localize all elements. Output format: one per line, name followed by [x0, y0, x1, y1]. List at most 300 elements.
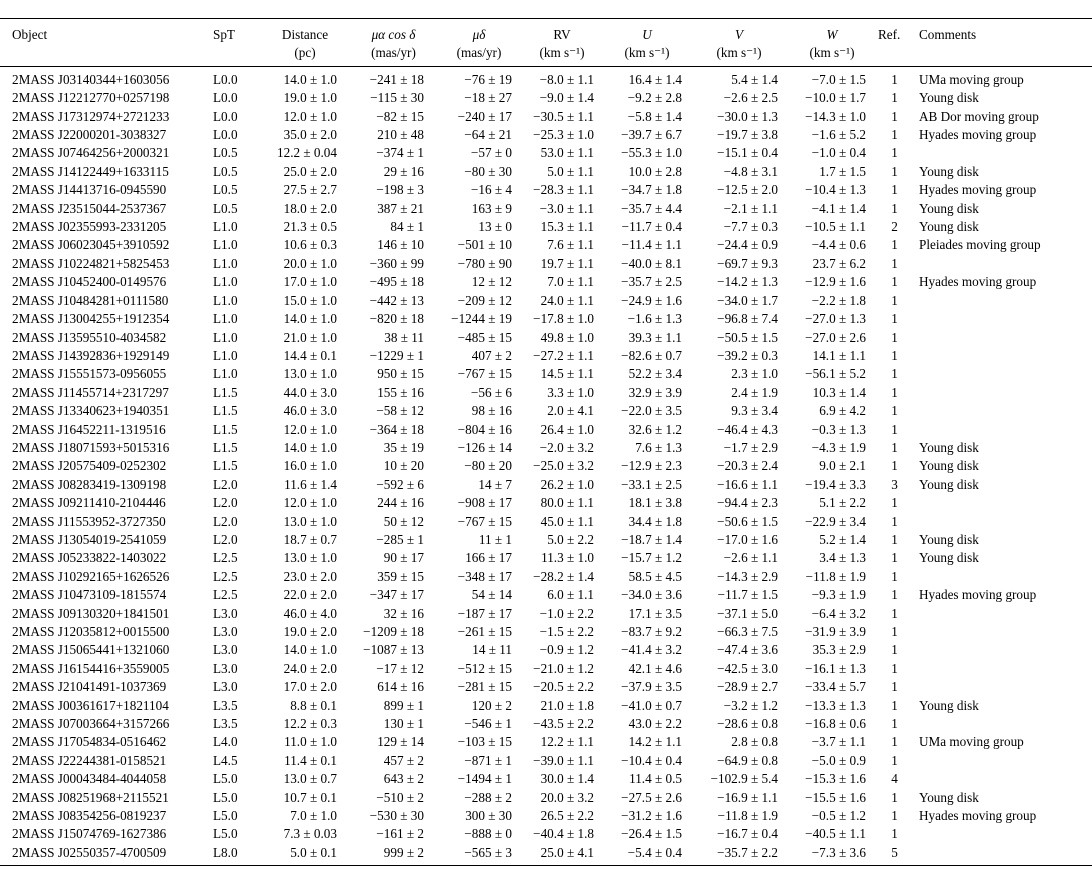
spt-cell: L5.0	[213, 789, 238, 805]
mu-alpha-cell: −82 ± 15	[376, 108, 424, 124]
table-row	[0, 513, 1092, 531]
object-cell: 2MASS J02550357-4700509	[0, 844, 213, 866]
unit-rv: (km s⁻¹)	[522, 44, 602, 66]
distance-cell: 23.0 ± 2.0	[283, 568, 337, 584]
u-cell: −5.8 ± 1.4	[627, 108, 682, 124]
object-cell: 2MASS J18071593+5015316	[12, 439, 170, 455]
w-cell: 5.1 ± 2.2	[819, 495, 866, 511]
mu-alpha-cell: −360 ± 99	[369, 255, 424, 271]
spt-cell: L3.5	[213, 697, 238, 713]
table-row	[0, 586, 1092, 604]
distance-cell: 35.0 ± 2.0	[283, 127, 337, 143]
u-cell: 11.4 ± 0.5	[629, 771, 682, 787]
table-row	[0, 807, 1092, 825]
table-row	[0, 476, 1092, 494]
ref-cell: 1	[891, 384, 898, 400]
u-cell: 32.9 ± 3.9	[628, 384, 682, 400]
w-cell: −14.3 ± 1.0	[805, 108, 866, 124]
table-row	[0, 200, 1092, 218]
object-cell: 2MASS J07464256+2000321	[12, 145, 170, 161]
mu-alpha-cell: −820 ± 18	[369, 311, 424, 327]
mu-delta-cell: −76 ± 19	[464, 71, 512, 87]
u-cell: 10.0 ± 2.8	[628, 163, 682, 179]
v-cell: −96.8 ± 7.4	[717, 311, 778, 327]
mu-alpha-cell: 84 ± 1	[390, 219, 424, 235]
ref-cell: 1	[891, 531, 898, 547]
ref-cell: 1	[891, 513, 898, 529]
rv-cell: −1.0 ± 2.2	[539, 605, 594, 621]
rv-cell: 6.0 ± 1.1	[547, 587, 594, 603]
spt-cell: L2.0	[213, 531, 238, 547]
table-row	[0, 844, 1092, 866]
unit-v: (km s⁻¹)	[692, 44, 786, 66]
spt-cell: L5.0	[213, 826, 238, 842]
mu-alpha-cell: 129 ± 14	[377, 734, 424, 750]
rv-cell: 24.0 ± 1.1	[540, 292, 594, 308]
mu-alpha-cell: 210 ± 48	[377, 127, 424, 143]
object-cell: 2MASS J07003664+3157266	[12, 716, 170, 732]
spt-cell: L2.0	[213, 513, 238, 529]
table-row	[0, 605, 1092, 623]
comments-cell	[911, 513, 1092, 531]
mu-delta-cell: −780 ± 90	[457, 255, 512, 271]
rv-cell: 5.0 ± 1.1	[547, 163, 594, 179]
rv-cell: 49.8 ± 1.0	[540, 329, 594, 345]
object-cell: 2MASS J14413716-0945590	[12, 182, 167, 198]
comments-cell: Young disk	[919, 476, 979, 492]
comments-cell	[911, 568, 1092, 586]
w-cell: −10.0 ± 1.7	[805, 90, 866, 106]
w-cell: −4.4 ± 0.6	[811, 237, 866, 253]
distance-cell: 7.0 ± 1.0	[290, 808, 337, 824]
rv-cell: 3.3 ± 1.0	[547, 384, 594, 400]
comments-cell: Pleiades moving group	[919, 237, 1041, 253]
v-cell: −30.0 ± 1.3	[717, 108, 778, 124]
comments-cell: Young disk	[919, 439, 979, 455]
comments-cell	[911, 144, 1092, 162]
mu-alpha-cell: −1229 ± 1	[369, 347, 424, 363]
mu-delta-cell: −767 ± 15	[457, 513, 512, 529]
mu-delta-cell: −888 ± 0	[464, 826, 512, 842]
v-cell: −11.8 ± 1.9	[717, 808, 778, 824]
ref-cell: 1	[891, 329, 898, 345]
u-cell: −37.9 ± 3.5	[621, 679, 682, 695]
v-cell: −15.1 ± 0.4	[717, 145, 778, 161]
spt-cell: L3.0	[213, 642, 238, 658]
mu-alpha-cell: 35 ± 19	[383, 439, 424, 455]
spt-cell: L0.5	[213, 145, 238, 161]
ref-cell: 1	[891, 826, 898, 842]
w-cell: −16.1 ± 1.3	[805, 660, 866, 676]
comments-cell: AB Dor moving group	[919, 108, 1039, 124]
col-object: Object	[0, 19, 213, 45]
u-cell: 39.3 ± 1.1	[628, 329, 682, 345]
v-cell: 5.4 ± 1.4	[731, 71, 778, 87]
rv-cell: −3.0 ± 1.1	[539, 200, 594, 216]
distance-cell: 14.0 ± 1.0	[283, 439, 337, 455]
ref-cell: 1	[891, 311, 898, 327]
rv-cell: 25.0 ± 4.1	[522, 844, 602, 866]
rv-cell: −20.5 ± 2.2	[533, 679, 594, 695]
object-cell: 2MASS J14392836+1929149	[12, 347, 170, 363]
rv-cell: −43.5 ± 2.2	[533, 716, 594, 732]
v-cell: −34.0 ± 1.7	[717, 292, 778, 308]
mu-delta-cell: −18 ± 27	[464, 90, 512, 106]
u-cell: 14.2 ± 1.1	[628, 734, 682, 750]
rv-cell: −28.3 ± 1.1	[533, 182, 594, 198]
ref-cell: 1	[891, 439, 898, 455]
table-row	[0, 66, 1092, 89]
mu-alpha-cell: −58 ± 12	[376, 403, 424, 419]
table-row	[0, 641, 1092, 659]
w-cell: −16.8 ± 0.6	[805, 716, 866, 732]
mu-alpha-cell: −442 ± 13	[369, 292, 424, 308]
object-cell: 2MASS J02355993-2331205	[12, 219, 167, 235]
w-cell: 5.2 ± 1.4	[819, 531, 866, 547]
w-cell: −10.4 ± 1.3	[805, 182, 866, 198]
object-cell: 2MASS J23515044-2537367	[12, 200, 167, 216]
mu-delta-cell: −80 ± 20	[464, 458, 512, 474]
col-v: V	[692, 19, 786, 45]
comments-cell: Hyades moving group	[919, 808, 1037, 824]
comments-cell: Young disk	[919, 697, 979, 713]
distance-cell: 17.0 ± 1.0	[283, 274, 337, 290]
distance-cell: 24.0 ± 2.0	[283, 660, 337, 676]
u-cell: 52.2 ± 3.4	[628, 366, 682, 382]
ref-cell: 1	[891, 421, 898, 437]
object-cell: 2MASS J20575409-0252302	[12, 458, 167, 474]
u-cell: −1.6 ± 1.3	[627, 311, 682, 327]
spt-cell: L0.0	[213, 90, 238, 106]
mu-delta-cell: −288 ± 2	[464, 789, 512, 805]
v-cell: −2.1 ± 1.1	[723, 200, 778, 216]
ref-cell: 1	[891, 679, 898, 695]
table-row	[0, 255, 1092, 273]
v-cell: −2.6 ± 1.1	[723, 550, 778, 566]
u-cell: 58.5 ± 4.5	[628, 568, 682, 584]
object-cell: 2MASS J14122449+1633115	[12, 163, 169, 179]
mu-delta-cell: 98 ± 16	[471, 403, 512, 419]
spt-cell: L2.5	[213, 587, 238, 603]
mu-delta-cell: −281 ± 15	[457, 679, 512, 695]
w-cell: −15.5 ± 1.6	[805, 789, 866, 805]
u-cell: −40.0 ± 8.1	[621, 255, 682, 271]
distance-cell: 10.7 ± 0.1	[283, 789, 337, 805]
distance-cell: 22.0 ± 2.0	[283, 587, 337, 603]
spt-cell: L0.0	[213, 108, 238, 124]
v-cell: −37.1 ± 5.0	[717, 605, 778, 621]
u-cell: 32.6 ± 1.2	[628, 421, 682, 437]
v-cell: −11.7 ± 1.5	[717, 587, 778, 603]
spt-cell: L3.0	[213, 679, 238, 695]
object-cell: 2MASS J16452211-1319516	[12, 421, 166, 437]
mu-delta-cell: −908 ± 17	[457, 495, 512, 511]
table-row	[0, 402, 1092, 420]
u-cell: −34.0 ± 3.6	[621, 587, 682, 603]
mu-delta-cell: 300 ± 30	[465, 808, 512, 824]
mu-alpha-cell: 359 ± 15	[377, 568, 424, 584]
v-cell: −50.5 ± 1.5	[717, 329, 778, 345]
table-row	[0, 825, 1092, 843]
w-cell: −1.0 ± 0.4	[811, 145, 866, 161]
u-cell: 16.4 ± 1.4	[628, 71, 682, 87]
mu-delta-cell: 54 ± 14	[471, 587, 512, 603]
v-cell: −2.6 ± 2.5	[723, 90, 778, 106]
mu-delta-cell: −126 ± 14	[457, 439, 512, 455]
comments-cell: Young disk	[919, 531, 979, 547]
header-units-row	[0, 44, 1092, 66]
table-row	[0, 89, 1092, 107]
rv-cell: −8.0 ± 1.1	[539, 71, 594, 87]
spt-cell: L2.0	[213, 495, 238, 511]
ref-cell: 1	[891, 808, 898, 824]
comments-cell	[911, 678, 1092, 696]
ref-cell: 1	[891, 789, 898, 805]
rv-cell: 26.5 ± 2.2	[540, 808, 594, 824]
rv-cell: −27.2 ± 1.1	[533, 347, 594, 363]
table-row	[0, 108, 1092, 126]
spt-cell: L1.5	[213, 384, 238, 400]
distance-cell: 19.0 ± 2.0	[283, 624, 337, 639]
mu-delta-cell: −209 ± 12	[457, 292, 512, 308]
v-cell: −7.7 ± 0.3	[723, 219, 778, 235]
ref-cell: 1	[891, 347, 898, 363]
mu-delta-cell: 11 ± 1	[478, 531, 512, 547]
spt-cell: L1.0	[213, 219, 238, 235]
spt-cell: L1.0	[213, 237, 238, 253]
distance-cell: 20.0 ± 1.0	[283, 255, 337, 271]
mu-alpha-cell: 643 ± 2	[383, 771, 424, 787]
mu-delta-cell: −64 ± 21	[464, 127, 512, 143]
ref-cell: 4	[891, 771, 898, 787]
v-cell: 2.4 ± 1.9	[731, 384, 778, 400]
u-cell: −10.4 ± 0.4	[621, 752, 682, 768]
table-row	[0, 347, 1092, 365]
u-cell: 18.1 ± 3.8	[628, 495, 682, 511]
table-row	[0, 329, 1092, 347]
spt-cell: L0.5	[213, 163, 238, 179]
w-cell: 6.9 ± 4.2	[819, 403, 866, 419]
v-cell: −24.4 ± 0.9	[717, 237, 778, 253]
distance-cell: 7.3 ± 0.03	[283, 826, 337, 842]
comments-cell	[911, 844, 1092, 866]
ref-cell: 1	[891, 163, 898, 179]
u-cell: −18.7 ± 1.4	[621, 531, 682, 547]
v-cell: −69.7 ± 9.3	[717, 255, 778, 271]
ref-cell: 1	[891, 716, 898, 732]
w-cell: 9.0 ± 2.1	[819, 458, 866, 474]
spt-cell: L2.5	[213, 550, 238, 566]
spt-cell: L0.5	[213, 182, 238, 198]
u-cell: −11.4 ± 1.1	[621, 237, 682, 253]
rv-cell: −28.2 ± 1.4	[533, 568, 594, 584]
ref-cell: 1	[891, 71, 898, 87]
u-cell: 43.0 ± 2.2	[628, 716, 682, 732]
v-cell: −12.5 ± 2.0	[717, 182, 778, 198]
w-cell: −9.3 ± 1.9	[811, 587, 866, 603]
w-cell: −3.7 ± 1.1	[811, 734, 866, 750]
object-cell: 2MASS J10292165+1626526	[12, 568, 170, 584]
col-spt: SpT	[213, 19, 259, 45]
w-cell: −7.3 ± 3.6	[786, 844, 878, 866]
comments-cell	[911, 623, 1092, 641]
w-cell: 10.3 ± 1.4	[812, 384, 866, 400]
mu-alpha-cell: 146 ± 10	[377, 237, 424, 253]
spt-cell: L1.0	[213, 255, 238, 271]
rv-cell: 53.0 ± 1.1	[540, 145, 594, 161]
v-cell: −47.4 ± 3.6	[717, 642, 778, 658]
ref-cell: 1	[891, 237, 898, 253]
col-ref: Ref.	[878, 19, 911, 45]
ref-cell: 1	[891, 182, 898, 198]
mu-alpha-cell: 38 ± 11	[384, 329, 424, 345]
mu-delta-cell: 407 ± 2	[471, 347, 512, 363]
ref-cell: 1	[891, 568, 898, 584]
rv-cell: −0.9 ± 1.2	[539, 642, 594, 658]
comments-cell: UMa moving group	[919, 71, 1024, 87]
v-cell: −66.3 ± 7.5	[717, 624, 778, 639]
v-cell: −1.7 ± 2.9	[723, 439, 778, 455]
u-cell: −26.4 ± 1.5	[621, 826, 682, 842]
mu-alpha-cell: −364 ± 18	[369, 421, 424, 437]
table-row	[0, 421, 1092, 439]
comments-cell: Young disk	[919, 550, 979, 566]
comments-cell	[911, 770, 1092, 788]
u-cell: 7.6 ± 1.3	[635, 439, 682, 455]
spt-cell: L1.0	[213, 292, 238, 308]
table-row	[0, 678, 1092, 696]
distance-cell: 11.6 ± 1.4	[284, 476, 337, 492]
rv-cell: −21.0 ± 1.2	[533, 660, 594, 676]
rv-cell: 7.0 ± 1.1	[547, 274, 594, 290]
mu-delta-cell: 120 ± 2	[471, 697, 512, 713]
table-row	[0, 310, 1092, 328]
distance-cell: 12.0 ± 1.0	[283, 421, 337, 437]
comments-cell: Young disk	[919, 458, 979, 474]
w-cell: 1.7 ± 1.5	[819, 163, 866, 179]
rv-cell: −25.3 ± 1.0	[533, 127, 594, 143]
w-cell: −27.0 ± 2.6	[805, 329, 866, 345]
table-row	[0, 789, 1092, 807]
comments-cell: Hyades moving group	[919, 274, 1037, 290]
comments-cell	[911, 329, 1092, 347]
w-cell: 3.4 ± 1.3	[819, 550, 866, 566]
v-cell: −28.9 ± 2.7	[717, 679, 778, 695]
ref-cell: 1	[891, 660, 898, 676]
spt-cell: L0.5	[213, 200, 238, 216]
v-cell: −42.5 ± 3.0	[717, 660, 778, 676]
spt-cell: L1.5	[213, 421, 238, 437]
distance-cell: 8.8 ± 0.1	[290, 697, 337, 713]
w-cell: −5.0 ± 0.9	[811, 752, 866, 768]
rv-cell: 45.0 ± 1.1	[540, 513, 594, 529]
spt-cell: L1.0	[213, 347, 238, 363]
mu-alpha-cell: 614 ± 16	[377, 679, 424, 695]
mu-alpha-cell: −592 ± 6	[376, 476, 424, 492]
object-cell: 2MASS J10224821+5825453	[12, 255, 170, 271]
mu-delta-cell: −1244 ± 19	[451, 311, 512, 327]
table-row	[0, 494, 1092, 512]
comments-cell: Hyades moving group	[919, 587, 1037, 603]
kinematics-table	[0, 18, 1092, 866]
object-cell: 2MASS J11553952-3727350	[12, 513, 166, 529]
object-cell: 2MASS J17312974+2721233	[12, 108, 170, 124]
rv-cell: 14.5 ± 1.1	[540, 366, 594, 382]
w-cell: −6.4 ± 3.2	[811, 605, 866, 621]
mu-alpha-cell: −115 ± 30	[370, 90, 424, 106]
comments-cell	[911, 752, 1092, 770]
mu-delta-cell: −261 ± 15	[457, 624, 512, 639]
table-row	[0, 292, 1092, 310]
u-cell: −41.4 ± 3.2	[621, 642, 682, 658]
table-row	[0, 273, 1092, 291]
rv-cell: −2.0 ± 3.2	[539, 439, 594, 455]
rv-cell: −1.5 ± 2.2	[539, 624, 594, 639]
rv-cell: 80.0 ± 1.1	[540, 495, 594, 511]
u-cell: 17.1 ± 3.5	[628, 605, 682, 621]
mu-delta-cell: −485 ± 15	[457, 329, 512, 345]
w-cell: −11.8 ± 1.9	[805, 568, 866, 584]
object-cell: 2MASS J00043484-4044058	[12, 771, 167, 787]
spt-cell: L4.0	[213, 734, 238, 750]
ref-cell: 1	[891, 145, 898, 161]
mu-delta-cell: −546 ± 1	[464, 716, 512, 732]
v-cell: −64.9 ± 0.8	[717, 752, 778, 768]
mu-delta-cell: 12 ± 12	[471, 274, 512, 290]
rv-cell: 5.0 ± 2.2	[547, 531, 594, 547]
comments-cell	[911, 402, 1092, 420]
table-row	[0, 733, 1092, 751]
object-cell: 2MASS J10473109-1815574	[12, 587, 167, 603]
object-cell: 2MASS J15551573-0956055	[12, 366, 167, 382]
object-cell: 2MASS J10452400-0149576	[12, 274, 167, 290]
unit-u: (km s⁻¹)	[602, 44, 692, 66]
mu-delta-cell: 163 ± 9	[471, 200, 512, 216]
table-row	[0, 457, 1092, 475]
object-cell: 2MASS J15065441+1321060	[12, 642, 170, 658]
u-cell: −27.5 ± 2.6	[621, 789, 682, 805]
mu-alpha-cell: −530 ± 30	[369, 808, 424, 824]
ref-cell: 1	[891, 127, 898, 143]
object-cell: 2MASS J22244381-0158521	[12, 752, 167, 768]
mu-alpha-cell: −17 ± 12	[376, 660, 424, 676]
table-row	[0, 660, 1092, 678]
distance-cell: 14.0 ± 1.0	[283, 71, 337, 87]
distance-cell: 21.3 ± 0.5	[283, 219, 337, 235]
ref-cell: 1	[891, 366, 898, 382]
rv-cell: 19.7 ± 1.1	[540, 255, 594, 271]
ref-cell: 1	[891, 90, 898, 106]
object-cell: 2MASS J09130320+1841501	[12, 605, 170, 621]
v-cell: −4.8 ± 3.1	[723, 163, 778, 179]
u-cell: −39.7 ± 6.7	[621, 127, 682, 143]
v-cell: −14.3 ± 2.9	[717, 568, 778, 584]
object-cell: 2MASS J13054019-2541059	[12, 531, 167, 547]
distance-cell: 18.0 ± 2.0	[283, 200, 337, 216]
u-cell: 34.4 ± 1.8	[628, 513, 682, 529]
table-row	[0, 715, 1092, 733]
ref-cell: 5	[878, 844, 911, 866]
table-row	[0, 181, 1092, 199]
spt-cell: L5.0	[213, 771, 238, 787]
mu-alpha-cell: 130 ± 1	[383, 716, 424, 732]
v-cell: −35.7 ± 2.2	[692, 844, 786, 866]
object-cell: 2MASS J16154416+3559005	[12, 660, 170, 676]
table-row	[0, 568, 1092, 586]
comments-cell: Young disk	[919, 200, 979, 216]
w-cell: −27.0 ± 1.3	[805, 311, 866, 327]
rv-cell: 20.0 ± 3.2	[540, 789, 594, 805]
